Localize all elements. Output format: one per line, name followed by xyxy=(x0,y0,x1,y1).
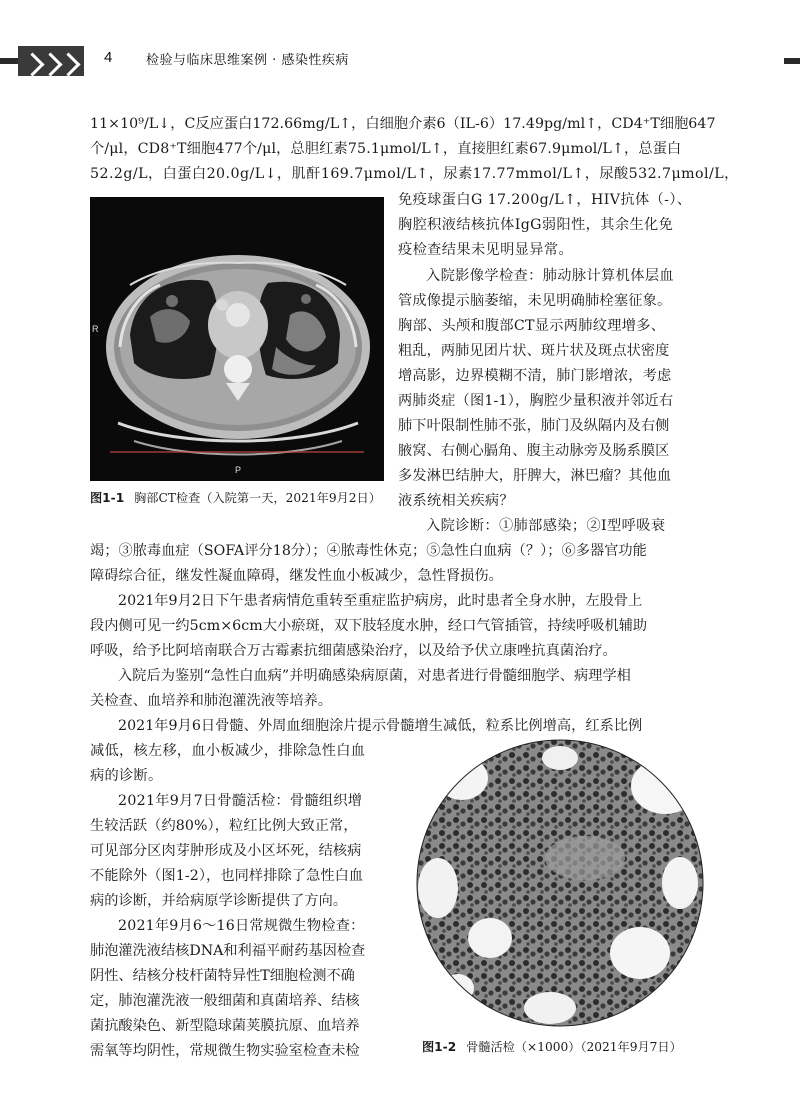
chevron-right-icon xyxy=(56,52,80,76)
text-line: 管成像提示脑萎缩，未见明确肺栓塞征象。 xyxy=(398,293,672,309)
page-number: 4 xyxy=(104,49,113,66)
text-line: 2021年9月2日下午患者病情危重转至重症监护病房，此时患者全身水肿，左股骨上 xyxy=(118,593,643,609)
figure-1-1-caption xyxy=(90,489,381,506)
text-line: 两肺炎症（图1-1），胸腔少量积液并邻近右 xyxy=(398,393,674,409)
text-line: 液系统相关疾病？ xyxy=(398,493,514,509)
book-title: 检验与临床思维案例 · 感染性疾病 xyxy=(146,53,349,68)
text-line: 菌抗酸染色、新型隐球菌荚膜抗原、血培养 xyxy=(90,1018,360,1034)
text-line: 不能除外（图1-2），也同样排除了急性白血 xyxy=(90,868,364,884)
text-line: 粗乱，两肺见团片状、斑片状及斑点状密度 xyxy=(398,343,670,359)
text-line: 生较活跃（约80%），粒红比例大致正常， xyxy=(90,818,358,834)
text-line: 胸腔积液结核抗体IgG弱阳性，其余生化免 xyxy=(398,217,674,233)
text-line: 段内侧可见一约5cm×6cm大小瘀斑，双下肢轻度水肿，经口气管插管，持续呼吸机辅助 xyxy=(90,618,648,634)
text-line: 病的诊断。 xyxy=(90,768,163,784)
text-line: 肺泡灌洗液结核DNA和利福平耐药基因检查 xyxy=(90,943,366,959)
text-line: 关检查、血培养和肺泡灌洗液等培养。 xyxy=(90,693,333,709)
text-line: 52.2g/L，白蛋白20.0g/L↓，肌酐169.7μmol/L↑，尿素17.77mmol/L↑，尿酸532.7μmol/L， xyxy=(90,166,739,182)
text-line: 减低，核左移，血小板减少，排除急性白血 xyxy=(90,743,366,759)
figure-1-2-caption xyxy=(422,1038,682,1055)
text-line: 入院后为鉴别“急性白血病”并明确感染病原菌，对患者进行骨髓细胞学、病理学相 xyxy=(118,668,631,684)
text-line: 可见部分区肉芽肿形成及小区坏死，结核病 xyxy=(90,843,362,859)
page-header xyxy=(0,40,800,90)
text-line: 胸部、头颅和腹部CT显示两肺纹理增多、 xyxy=(398,318,666,334)
text-line: 多发淋巴结肿大，肝脾大，淋巴瘤？其他血 xyxy=(398,468,672,484)
text-line: 需氧等均阴性，常规微生物实验室检查未检 xyxy=(90,1043,360,1059)
text-line: 病的诊断，并给病原学诊断提供了方向。 xyxy=(90,893,348,909)
text-line: 腋窝、右侧心膈角、腹主动脉旁及肠系膜区 xyxy=(398,443,670,459)
text-line: 疫检查结果未见明显异常。 xyxy=(398,242,574,258)
text-line: 个/μl，CD8⁺T细胞477个/μl，总胆红素75.1μmol/L↑，直接胆红素67.9μmol/L↑，总蛋白 xyxy=(90,141,682,157)
text-line: 障碍综合征，继发性凝血障碍，继发性血小板减少，急性肾损伤。 xyxy=(90,568,503,584)
orientation-marker-r: R xyxy=(92,324,99,334)
text-line: 竭；③脓毒血症（SOFA评分18分）；④脓毒性休克；⑤急性白血病（？）；⑥多器官功能 xyxy=(90,543,647,559)
text-line: 2021年9月6日骨髓、外周血细胞涂片提示骨髓增生减低，粒系比例增高，红系比例 xyxy=(118,718,643,734)
bone-marrow-biopsy-image xyxy=(410,738,710,1028)
text-line: 2021年9月7日骨髓活检：骨髓组织增 xyxy=(118,793,363,809)
figure-caption-text: 胸部CT检查（入院第一天，2021年9月2日） xyxy=(134,491,381,505)
figure-label: 图1-2 xyxy=(422,1040,457,1054)
text-line: 11×10⁹/L↓，C反应蛋白172.66mg/L↑，白细胞介素6（IL-6）17.49pg/ml↑，CD4⁺T细胞647 xyxy=(90,116,716,132)
text-line: 入院诊断：①肺部感染；②Ⅰ型呼吸衰 xyxy=(426,518,666,534)
text-line: 免疫球蛋白G 17.200g/L↑，HIV抗体（-）、 xyxy=(398,192,692,208)
figure-label: 图1-1 xyxy=(90,491,125,505)
text-line: 阴性、结核分枝杆菌特异性T细胞检测不确 xyxy=(90,968,355,984)
text-line: 增高影，边界模糊不清，肺门影增浓，考虑 xyxy=(398,368,672,384)
header-chevron-block xyxy=(18,46,84,76)
text-line: 肺下叶限制性肺不张，肺门及纵隔内及右侧 xyxy=(398,418,670,434)
text-line: 2021年9月6～16日常规微生物检查： xyxy=(118,918,365,934)
text-line: 入院影像学检查：肺动脉计算机体层血 xyxy=(426,268,674,284)
text-line: 呼吸，给予比阿培南联合万古霉素抗细菌感染治疗，以及给予伏立康唑抗真菌治疗。 xyxy=(90,643,617,659)
figure-caption-text: 骨髓活检（×1000）（2021年9月7日） xyxy=(466,1040,682,1054)
orientation-marker-p: P xyxy=(235,465,242,475)
text-line: 定，肺泡灌洗液一般细菌和真菌培养、结核 xyxy=(90,993,360,1009)
chest-ct-image xyxy=(90,197,384,481)
